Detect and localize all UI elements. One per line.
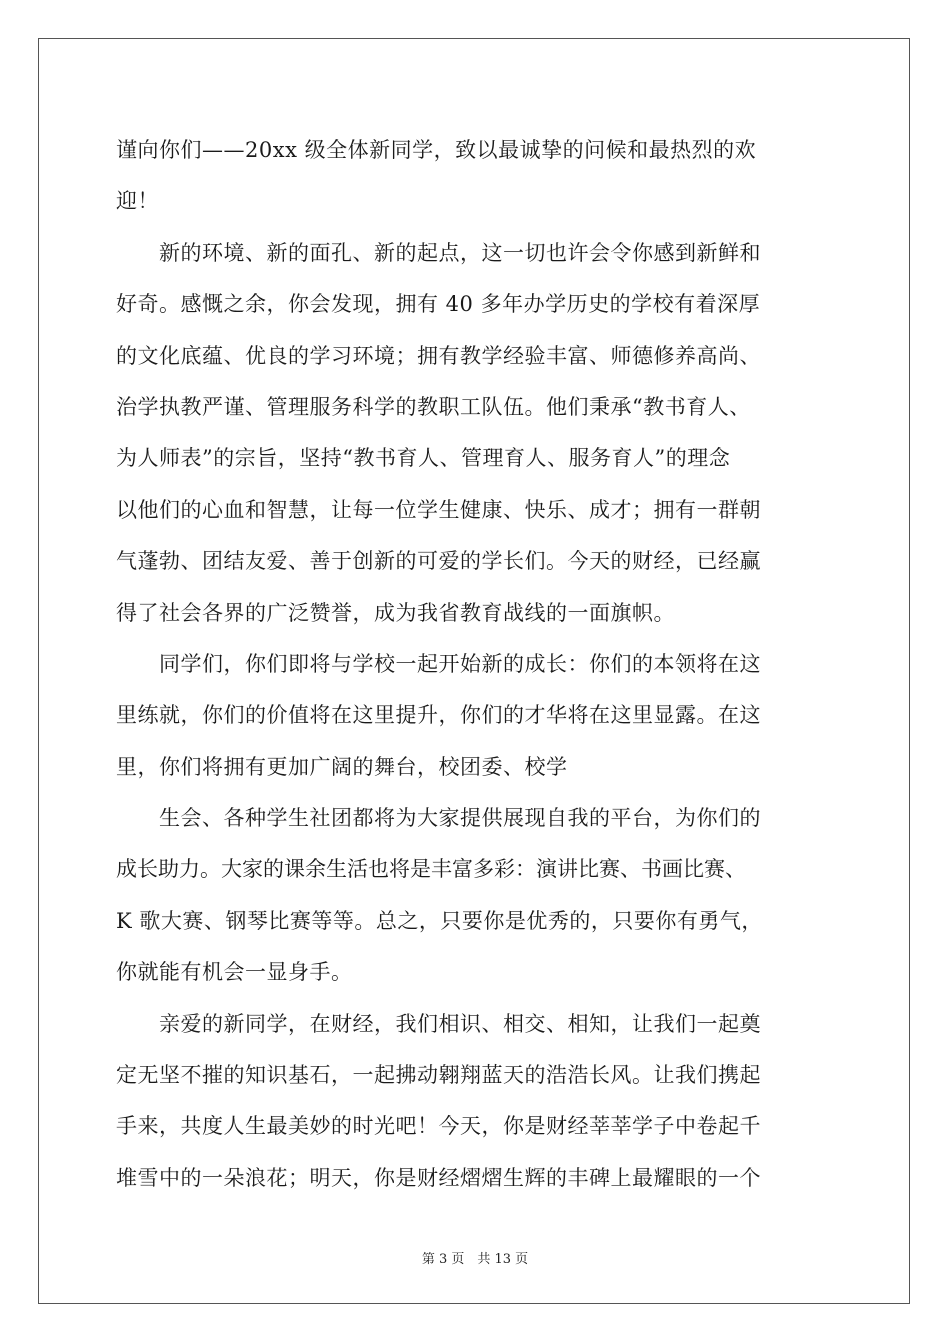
text-line: 以他们的心血和智慧，让每一位学生健康、快乐、成才；拥有一群朝 — [116, 497, 761, 522]
text-line: 生会、各种学生社团都将为大家提供展现自我的平台，为你们的 — [116, 806, 761, 831]
text-line: 手来，共度人生最美妙的时光吧！今天，你是财经莘莘学子中卷起千 — [116, 1114, 761, 1139]
text-line: 里，你们将拥有更加广阔的舞台，校团委、校学 — [116, 754, 568, 779]
text-line: 堆雪中的一朵浪花；明天，你是财经熠熠生辉的丰碑上最耀眼的一个 — [116, 1165, 761, 1190]
text-line: 为人师表”的宗旨，坚持“教书育人、管理育人、服务育人”的理念 — [116, 446, 731, 471]
document-body — [116, 125, 836, 1204]
text-line: 好奇。感慨之余，你会发现，拥有 40 多年办学历史的学校有着深厚 — [116, 292, 761, 317]
text-line: 定无坚不摧的知识基石，一起拂动翱翔蓝天的浩浩长风。让我们携起 — [116, 1063, 761, 1088]
text-line: 的文化底蕴、优良的学习环境；拥有教学经验丰富、师德修养高尚、 — [116, 343, 761, 368]
text-line: 成长助力。大家的课余生活也将是丰富多彩：演讲比赛、书画比赛、 — [116, 857, 746, 882]
text-line: 迎！ — [116, 189, 159, 214]
text-line: 谨向你们——20xx 级全体新同学，致以最诚挚的问候和最热烈的欢 — [116, 138, 757, 162]
text-line: 你就能有机会一显身手。 — [116, 960, 353, 985]
text-line: 亲爱的新同学，在财经，我们相识、相交、相知，让我们一起奠 — [116, 1011, 761, 1036]
text-line: K 歌大赛、钢琴比赛等等。总之，只要你是优秀的，只要你有勇气， — [116, 908, 763, 933]
page-number-footer: 第 3 页 共 13 页 — [421, 1252, 529, 1267]
text-line: 治学执教严谨、管理服务科学的教职工队伍。他们秉承“教书育人、 — [116, 394, 751, 419]
text-line: 里练就，你们的价值将在这里提升，你们的才华将在这里显露。在这 — [116, 703, 761, 728]
text-line: 气蓬勃、团结友爱、善于创新的可爱的学长们。今天的财经，已经赢 — [116, 549, 761, 574]
text-line: 新的环境、新的面孔、新的起点，这一切也许会令你感到新鲜和 — [116, 240, 761, 265]
text-line: 同学们，你们即将与学校一起开始新的成长：你们的本领将在这 — [116, 651, 761, 676]
text-line: 得了社会各界的广泛赞誉，成为我省教育战线的一面旗帜。 — [116, 600, 675, 625]
